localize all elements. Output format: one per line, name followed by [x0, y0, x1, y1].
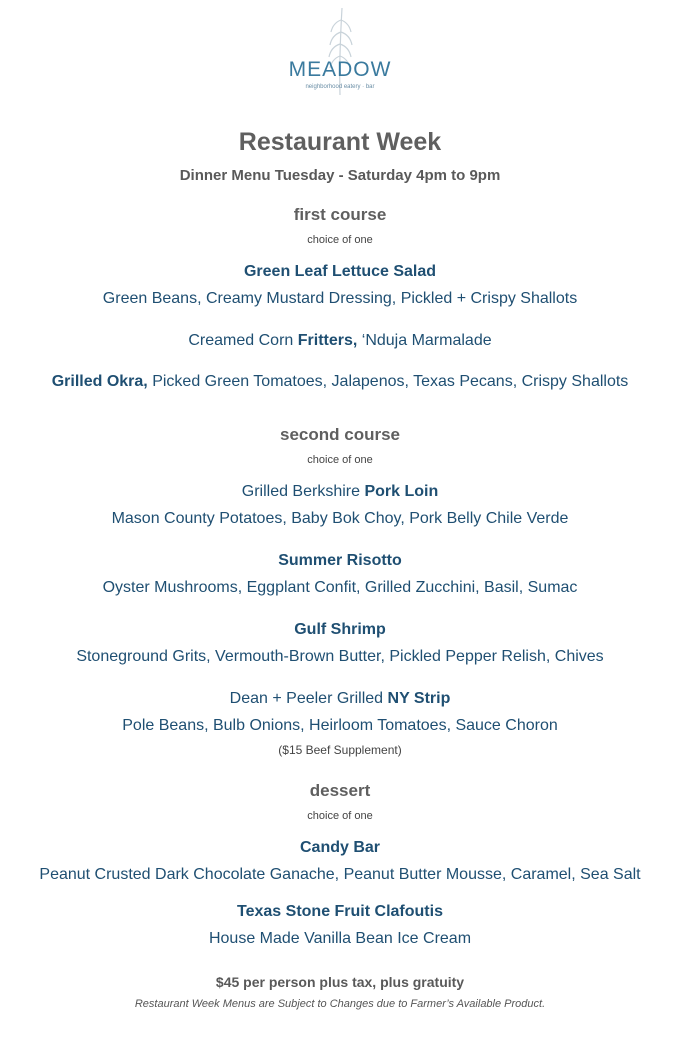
brand-name: MEADOW	[288, 58, 392, 81]
wheat-stalk-icon	[270, 0, 410, 110]
dessert-heading: dessert	[309, 781, 371, 800]
dish-name: Grilled Berkshire Pork Loin	[241, 483, 439, 500]
supplement-note: ($15 Beef Supplement)	[278, 743, 402, 757]
page-title: Restaurant Week	[238, 128, 442, 156]
dish-name: Gulf Shrimp	[294, 621, 386, 638]
dish-description: Peanut Crusted Dark Chocolate Ganache, Peanut Butter Mousse, Caramel, Sea Salt	[39, 866, 641, 883]
logo	[270, 0, 410, 110]
dish-description: Pole Beans, Bulb Onions, Heirloom Tomatoes, Sauce Choron	[122, 717, 558, 734]
dish-name: Summer Risotto	[278, 552, 402, 569]
dish-description: Oyster Mushrooms, Eggplant Confit, Grilled Zucchini, Basil, Sumac	[102, 579, 578, 596]
second-course-choice: choice of one	[307, 454, 373, 466]
dish-name: Green Leaf Lettuce Salad	[243, 263, 437, 280]
dish-name: Candy Bar	[299, 839, 381, 856]
price-line: $45 per person plus tax, plus gratuity	[215, 974, 465, 990]
brand-tagline: neighborhood eatery · bar	[305, 84, 375, 90]
dish-description: Green Beans, Creamy Mustard Dressing, Pickled + Crispy Shallots	[102, 290, 578, 307]
second-course-heading: second course	[280, 425, 400, 444]
first-course-choice: choice of one	[307, 234, 373, 246]
dessert-choice: choice of one	[307, 810, 373, 822]
first-course-heading: first course	[293, 205, 387, 224]
menu-subtitle: Dinner Menu Tuesday - Saturday 4pm to 9pm	[179, 167, 501, 184]
dish-name: Texas Stone Fruit Clafoutis	[237, 903, 443, 920]
dish-description: House Made Vanilla Bean Ice Cream	[208, 930, 472, 947]
dish-line: Grilled Okra, Picked Green Tomatoes, Jalapenos, Texas Pecans, Crispy Shallots	[51, 373, 629, 390]
dish-description: Mason County Potatoes, Baby Bok Choy, Pork Belly Chile Verde	[111, 510, 569, 527]
dish-description: Stoneground Grits, Vermouth-Brown Butter, Pickled Pepper Relish, Chives	[76, 648, 604, 665]
dish-name: Dean + Peeler Grilled NY Strip	[229, 690, 451, 707]
dish-line: Creamed Corn Fritters, ‘Nduja Marmalade	[188, 332, 492, 349]
disclaimer: Restaurant Week Menus are Subject to Changes due to Farmer’s Available Product.	[134, 998, 546, 1010]
